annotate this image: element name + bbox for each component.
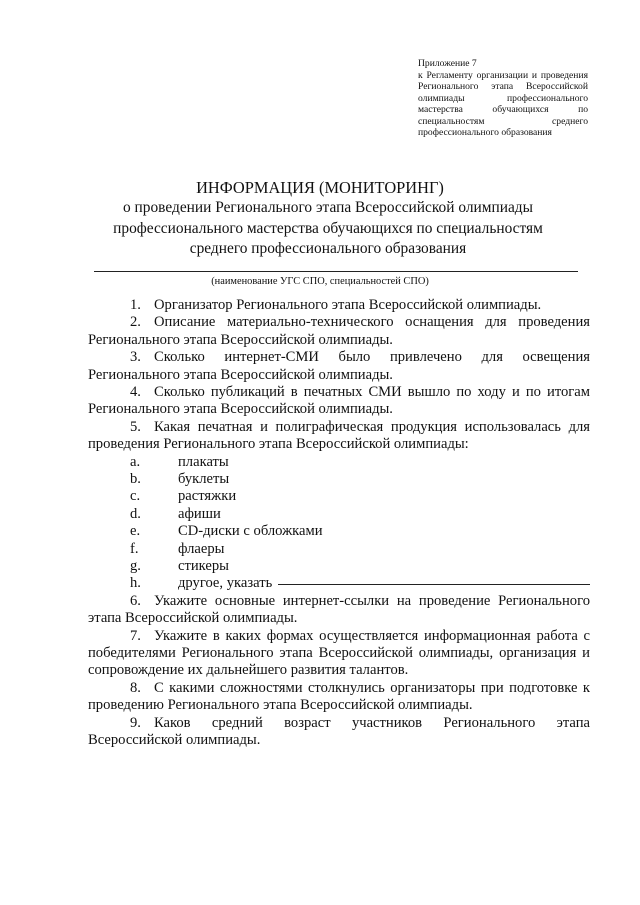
option-text: стикеры bbox=[178, 558, 229, 574]
question-item bbox=[88, 419, 590, 454]
question-number: 7. bbox=[130, 627, 141, 644]
question-text: С какими сложностями столкнулись организаторы при подготовке к проведению Регионального этапа Всероссийской олимпиады. bbox=[88, 679, 590, 714]
document-subtitle bbox=[90, 198, 566, 260]
question-number: 8. bbox=[130, 679, 141, 696]
option-letter: e. bbox=[130, 523, 141, 540]
option-letter: d. bbox=[130, 505, 141, 522]
document-title: ИНФОРМАЦИЯ (МОНИТОРИНГ) bbox=[196, 178, 444, 197]
appendix-note bbox=[418, 58, 588, 139]
question-number: 2. bbox=[130, 314, 141, 331]
ugs-fill-line-accent bbox=[138, 271, 218, 272]
option-letter: b. bbox=[130, 471, 141, 488]
option-item bbox=[88, 506, 590, 523]
option-item bbox=[88, 471, 590, 488]
subtitle-line: профессионального мастерства обучающихся по специальностям bbox=[113, 219, 543, 237]
option-text: CD-диски с обложками bbox=[178, 523, 323, 540]
question-text: Описание материально-технического оснащения для проведения Регионального этапа Всероссийской олимпиады. bbox=[88, 314, 590, 348]
question-item bbox=[88, 715, 590, 750]
question-number: 3. bbox=[130, 349, 141, 366]
option-text: плакаты bbox=[178, 453, 229, 470]
question-item bbox=[88, 349, 590, 384]
option-letter: g. bbox=[130, 558, 141, 574]
option-item bbox=[88, 523, 590, 540]
question-item bbox=[88, 297, 590, 314]
subtitle-line: о проведении Регионального этапа Всероссийской олимпиады bbox=[123, 199, 533, 216]
question-number: 4. bbox=[130, 384, 141, 401]
option-letter: c. bbox=[130, 488, 141, 505]
question-text: Какая печатная и полиграфическая продукция использовалась для проведения Регионального этапа Всероссийской олимпиады: bbox=[88, 418, 590, 453]
print-products-options bbox=[88, 454, 590, 593]
option-item bbox=[88, 488, 590, 505]
option-item bbox=[88, 558, 590, 575]
option-letter: a. bbox=[130, 453, 141, 470]
question-text: Каков средний возраст участников Регионального этапа Всероссийской олимпиады. bbox=[88, 714, 590, 749]
question-text: Организатор Регионального этапа Всероссийской олимпиады. bbox=[154, 297, 542, 313]
option-letter: f. bbox=[130, 540, 139, 557]
option-text: флаеры bbox=[178, 540, 225, 557]
option-letter: h. bbox=[130, 575, 141, 592]
question-item bbox=[88, 314, 590, 349]
question-item bbox=[88, 628, 590, 680]
question-item bbox=[88, 680, 590, 715]
appendix-number: Приложение 7 bbox=[418, 58, 477, 69]
ugs-fill-line bbox=[94, 271, 578, 272]
question-number: 5. bbox=[130, 418, 141, 435]
question-number: 1. bbox=[130, 297, 141, 313]
appendix-description: к Регламенту организации и проведения Регионального этапа Всероссийской олимпиады профессионального мастерства обучающихся по специальностям среднего профессионального образования bbox=[418, 69, 588, 138]
other-fill-line bbox=[278, 584, 590, 585]
question-item bbox=[88, 384, 590, 419]
question-number: 9. bbox=[130, 714, 141, 731]
option-item bbox=[88, 575, 590, 592]
option-text: афиши bbox=[178, 505, 221, 522]
question-text: Укажите в каких формах осуществляется информационная работа с победителями Регионального этапа Всероссийской олимпиады, организация и сопровождение их дальнейшего развития талантов. bbox=[88, 627, 590, 679]
option-item bbox=[88, 541, 590, 558]
option-item bbox=[88, 454, 590, 471]
question-text: Сколько публикаций в печатных СМИ вышло по ходу и по итогам Регионального этапа Всероссийской олимпиады. bbox=[88, 384, 590, 418]
subtitle-line: среднего профессионального образования bbox=[189, 240, 467, 257]
question-item bbox=[88, 593, 590, 628]
option-text: растяжки bbox=[178, 488, 237, 505]
ugs-caption: (наименование УГС СПО, специальностей СПО) bbox=[211, 276, 429, 287]
question-number: 6. bbox=[130, 592, 141, 609]
question-text: Сколько интернет-СМИ было привлечено для освещения Регионального этапа Всероссийской олимпиады. bbox=[88, 349, 590, 383]
option-text: буклеты bbox=[178, 471, 230, 488]
option-text: другое, указать bbox=[178, 575, 273, 592]
questions-list bbox=[88, 297, 590, 749]
question-text: Укажите основные интернет-ссылки на проведение Регионального этапа Всероссийской олимпиады. bbox=[88, 592, 590, 627]
